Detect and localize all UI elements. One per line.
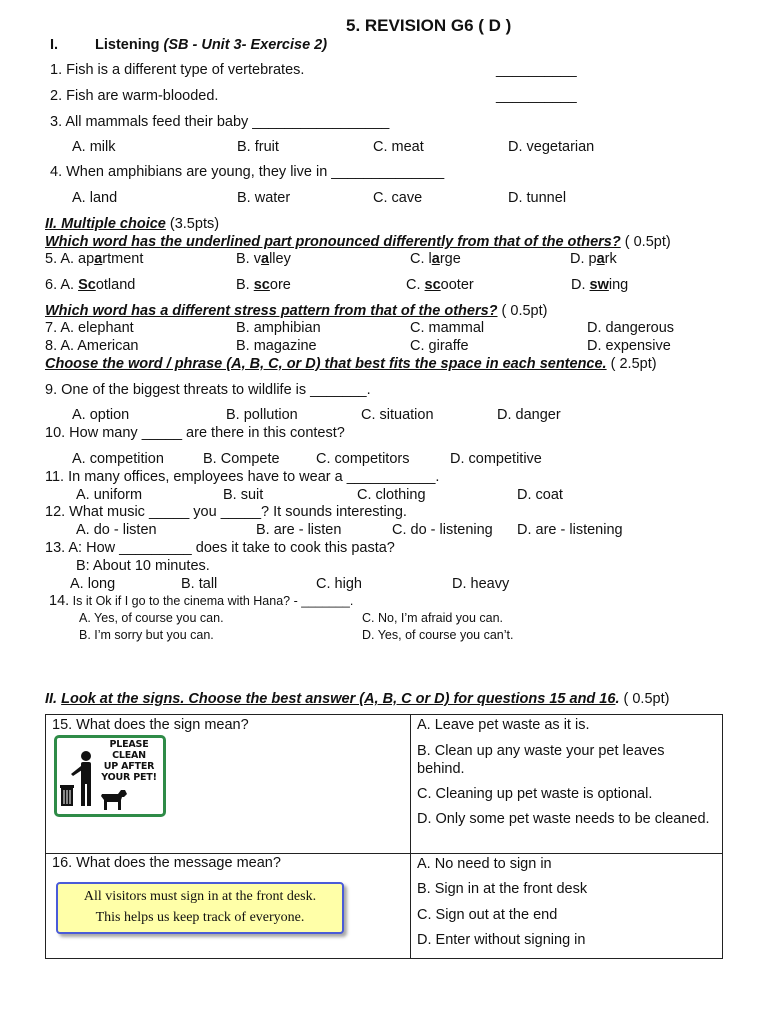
question-14-text: Is it Ok if I go to the cinema with Hana? - _______. [69, 594, 354, 608]
question-14-option-d: D. Yes, of course you can’t. [362, 628, 514, 642]
question-15-option-c: C. Cleaning up pet waste is optional. [417, 786, 653, 802]
sign-text [93, 740, 165, 784]
question-16-option-d: D. Enter without signing in [417, 932, 586, 948]
question-10-option-a: A. competition [72, 451, 164, 467]
question-5-option-c [410, 251, 461, 268]
sign-line: UP AFTER [103, 760, 155, 772]
question-3-option-d: D. vegetarian [508, 139, 595, 155]
question-8-option-a: 8. A. American [45, 338, 139, 354]
instruction-3-points: ( 2.5pt) [606, 356, 657, 372]
instruction-1-line [45, 234, 671, 251]
instruction-2-points: ( 0.5pt) [497, 303, 548, 319]
section-1-ref: (SB - Unit 3- Exercise 2) [163, 37, 328, 53]
question-12-option-c: C. do - listening [392, 522, 493, 538]
question-1: 1. Fish is a different type of vertebrates. [50, 62, 305, 78]
question-9: 9. One of the biggest threats to wildlife is _______. [45, 382, 371, 398]
question-9-option-d: D. danger [497, 407, 561, 423]
section-3-heading-line [45, 691, 669, 708]
question-8-option-d: D. expensive [587, 338, 671, 354]
question-13-option-c: C. high [316, 576, 362, 592]
dog-icon [99, 786, 129, 812]
question-14 [49, 593, 353, 610]
question-4-option-b: B. water [237, 190, 291, 206]
question-7-option-a: 7. A. elephant [45, 320, 134, 336]
visitor-notice [56, 882, 344, 934]
question-11-option-d: D. coat [517, 487, 563, 503]
question-13-option-a: A. long [70, 576, 116, 592]
option-suffix: rtment [102, 251, 144, 267]
section-3-dot: . [615, 691, 620, 707]
question-11-option-c: C. clothing [357, 487, 426, 503]
option-suffix: lley [269, 251, 291, 267]
question-13: 13. A: How _________ does it take to cook this pasta? [45, 540, 395, 556]
sign-line: PLEASE CLEAN [109, 739, 149, 761]
question-9-option-c: C. situation [361, 407, 434, 423]
signs-table [45, 714, 723, 959]
underlined-part: sc [424, 277, 441, 293]
option-suffix: rge [439, 251, 461, 267]
section-2-heading: II. Multiple choice [45, 216, 166, 232]
question-3-option-c: C. meat [373, 139, 424, 155]
question-11-option-b: B. suit [223, 487, 264, 503]
sign-line: YOUR PET! [101, 771, 157, 783]
question-15-option-d: D. Only some pet waste needs to be cleaned. [417, 811, 710, 827]
question-15: 15. What does the sign mean? [52, 717, 249, 733]
notice-line: All visitors must sign in at the front desk. [83, 889, 317, 904]
option-prefix: B. [236, 277, 254, 293]
question-7-option-c: C. mammal [410, 320, 485, 336]
notice-line: This helps us keep track of everyone. [95, 910, 305, 925]
section-3-number: II. [45, 691, 62, 707]
pet-waste-sign [54, 735, 166, 817]
question-6-option-d [571, 277, 628, 294]
option-prefix: 6. A. [45, 277, 79, 293]
question-14-option-c: C. No, I’m afraid you can. [362, 611, 504, 625]
question-15-cell [46, 715, 411, 854]
question-3-option-a: A. milk [72, 139, 116, 155]
question-3-option-b: B. fruit [237, 139, 279, 155]
question-9-option-a: A. option [72, 407, 130, 423]
question-5-option-a [45, 251, 143, 268]
option-suffix: otland [95, 277, 136, 293]
option-prefix: C. [406, 277, 425, 293]
question-13-option-d: D. heavy [452, 576, 510, 592]
question-16-options-cell [411, 854, 723, 959]
question-13-answer-line: B: About 10 minutes. [76, 558, 210, 574]
question-4: 4. When amphibians are young, they live in ______________ [50, 164, 445, 180]
underlined-part: sc [253, 277, 270, 293]
section-3-points: ( 0.5pt) [619, 691, 670, 707]
question-8-option-b: B. magazine [236, 338, 317, 354]
question-1-blank: __________ [496, 62, 577, 78]
page-title: 5. REVISION G6 ( D ) [346, 16, 512, 35]
question-6-option-c [406, 277, 474, 294]
section-2-heading-line [45, 216, 219, 233]
underlined-part: a [260, 251, 270, 267]
question-11-option-a: A. uniform [76, 487, 143, 503]
question-14-option-a: A. Yes, of course you can. [79, 611, 224, 625]
question-10-option-b: B. Compete [203, 451, 280, 467]
question-15-option-b: B. Clean up any waste your pet leaves behind. [417, 743, 665, 778]
question-5-option-d [570, 251, 617, 268]
question-7-option-d: D. dangerous [587, 320, 675, 336]
question-12-option-a: A. do - listen [76, 522, 157, 538]
question-12-option-d: D. are - listening [517, 522, 623, 538]
question-10: 10. How many _____ are there in this contest? [45, 425, 345, 441]
question-9-option-b: B. pollution [226, 407, 298, 423]
section-1-label: Listening [95, 37, 164, 53]
question-2: 2. Fish are warm-blooded. [50, 88, 219, 104]
question-16-option-a: A. No need to sign in [417, 856, 552, 872]
instruction-3-line [45, 356, 657, 373]
option-suffix: ooter [440, 277, 474, 293]
question-15-option-a: A. Leave pet waste as it is. [417, 717, 590, 733]
question-7-option-b: B. amphibian [236, 320, 321, 336]
question-12-option-b: B. are - listen [256, 522, 342, 538]
instruction-1: Which word has the underlined part pronounced differently from that of the others? [45, 234, 621, 250]
instruction-1-points: ( 0.5pt) [620, 234, 671, 250]
instruction-2-line [45, 303, 547, 320]
question-6-option-b [236, 277, 291, 294]
question-12: 12. What music _____ you _____? It sounds interesting. [45, 504, 407, 520]
question-16-cell [46, 854, 411, 959]
underlined-part: Sc [78, 277, 96, 293]
section-1-number: I. [50, 37, 59, 53]
question-4-option-d: D. tunnel [508, 190, 567, 206]
question-3: 3. All mammals feed their baby _________________ [50, 114, 390, 130]
question-11: 11. In many offices, employees have to wear a ___________. [45, 469, 440, 485]
option-prefix: D. [571, 277, 590, 293]
question-14-number: 14. [49, 593, 70, 609]
question-5-option-b [236, 251, 291, 268]
section-1-heading [95, 37, 327, 54]
option-suffix: ing [608, 277, 629, 293]
underlined-part: a [431, 251, 440, 267]
question-16-option-b: B. Sign in at the front desk [417, 881, 588, 897]
question-2-blank: __________ [496, 88, 577, 104]
underlined-part: sw [589, 277, 609, 293]
option-prefix: B. v [236, 251, 261, 267]
option-prefix: D. p [570, 251, 597, 267]
underlined-part: a [596, 251, 605, 267]
question-10-option-c: C. competitors [316, 451, 410, 467]
section-3-heading: Look at the signs. Choose the best answer (A, B, C or D) for questions 15 and 16 [61, 691, 616, 707]
question-6-option-a [45, 277, 135, 294]
question-4-option-c: C. cave [373, 190, 423, 206]
option-prefix: 5. A. ap [45, 251, 95, 267]
question-15-options-cell [411, 715, 723, 854]
question-16-option-c: C. Sign out at the end [417, 907, 558, 923]
question-4-option-a: A. land [72, 190, 118, 206]
question-8-option-c: C. giraffe [410, 338, 469, 354]
instruction-2: Which word has a different stress pattern from that of the others? [45, 303, 498, 319]
question-14-option-b: B. I’m sorry but you can. [79, 628, 214, 642]
option-suffix: ore [269, 277, 291, 293]
instruction-3: Choose the word / phrase (A, B, C, or D) that best fits the space in each sentence. [45, 356, 607, 372]
question-10-option-d: D. competitive [450, 451, 542, 467]
section-2-points: (3.5pts) [165, 216, 220, 232]
question-13-option-b: B. tall [181, 576, 218, 592]
option-suffix: rk [604, 251, 617, 267]
question-16: 16. What does the message mean? [52, 855, 281, 871]
underlined-part: a [94, 251, 103, 267]
option-prefix: C. l [410, 251, 432, 267]
